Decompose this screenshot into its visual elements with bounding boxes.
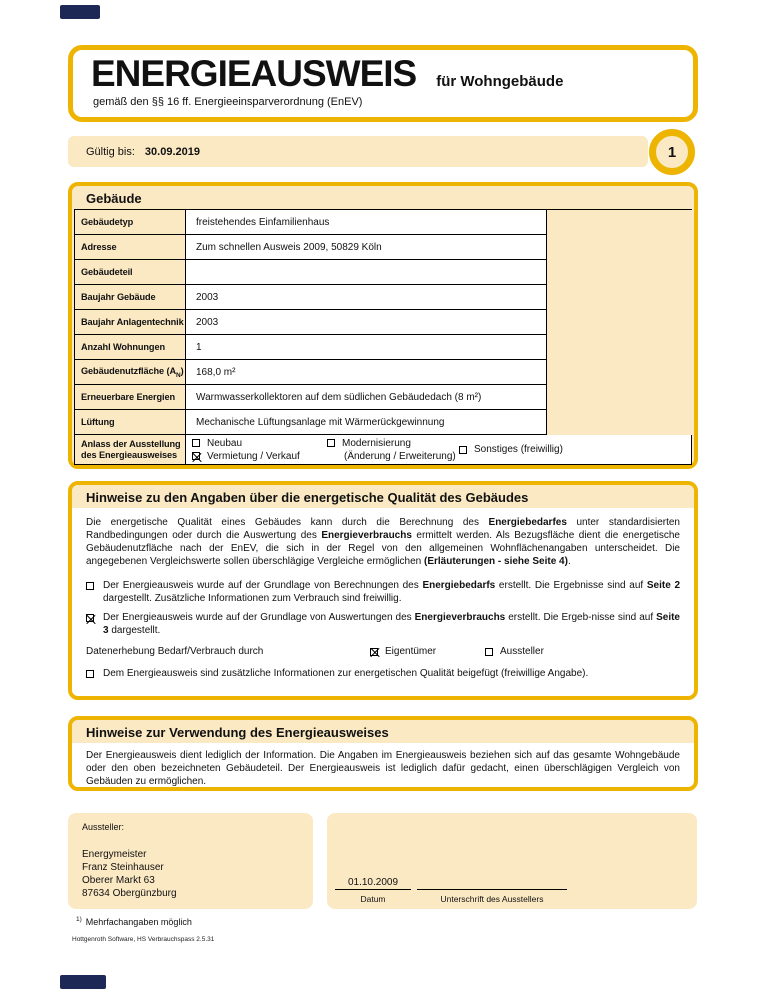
table-row — [74, 385, 692, 410]
building-section — [68, 182, 698, 469]
checkbox-modernisierung — [327, 439, 335, 447]
row-label-gebaeudetyp: Gebäudetyp — [74, 210, 186, 235]
row-value-gebaeudenutzflaeche: 168,0 m² — [186, 360, 547, 385]
option-sonstiges-label: Sonstiges (freiwillig) — [474, 444, 563, 455]
anlass-column-2 — [327, 438, 459, 462]
usage-notes-section — [68, 716, 698, 791]
table-row-anlass — [74, 435, 692, 465]
date-caption: Datum — [360, 894, 386, 904]
table-row — [74, 360, 692, 385]
document-header — [68, 45, 698, 122]
building-table — [74, 209, 692, 465]
row-value-adresse: Zum schnellen Ausweis 2009, 50829 Köln — [186, 235, 547, 260]
table-row — [74, 310, 692, 335]
table-row — [74, 235, 692, 260]
row-label-erneuerbare-energien: Erneuerbare Energien — [74, 385, 186, 410]
table-row — [74, 210, 692, 235]
document-subtitle: gemäß den §§ 16 ff. Energieeinsparverordnung (EnEV) — [93, 96, 363, 108]
row-label-baujahr-gebaeude: Baujahr Gebäude — [74, 285, 186, 310]
software-credit: Hottgenroth Software, HS Verbrauchspass 2.5.31 — [72, 936, 215, 943]
row-value-baujahr-gebaeude: 2003 — [186, 285, 547, 310]
usage-notes-title: Hinweise zur Verwendung des Energieausweises — [72, 720, 694, 743]
option-neubau-label: Neubau — [207, 437, 243, 449]
validity-date: 30.09.2019 — [144, 145, 200, 158]
checkbox-sonstiges — [459, 446, 467, 454]
issuer-address — [82, 848, 299, 900]
checkbox-neubau — [192, 439, 200, 447]
verbrauchs-checkbox-text: Der Energieausweis wurde auf der Grundlage von Auswertungen des Energieverbrauchs erstellt. Die Ergeb-nisse sind auf Seite 3 dargestellt. — [103, 612, 680, 636]
footnote-marker: 1) — [76, 916, 82, 923]
data-collection-label: Datenerhebung Bedarf/Verbrauch durch — [86, 646, 264, 657]
footnote — [76, 916, 192, 927]
signature-caption: Unterschrift des Ausstellers — [440, 894, 544, 904]
checkbox-energiebedarf — [86, 582, 94, 590]
extra-info-checkbox-row — [86, 667, 680, 682]
row-value-gebaeudeteil — [186, 260, 547, 285]
checkbox-vermietung-verkauf — [192, 452, 200, 460]
signature-box — [327, 813, 697, 909]
title-row — [91, 53, 693, 95]
option-modernisierung-sublabel: (Änderung / Erweiterung) — [344, 450, 456, 462]
issuer-label: Aussteller: — [82, 822, 125, 832]
usage-notes-body — [72, 743, 694, 788]
row-value-erneuerbare-energien: Warmwasserkollektoren auf dem südlichen Gebäudedach (8 m²) — [186, 385, 547, 410]
anlass-column-1 — [192, 438, 327, 462]
checkbox-extra-info — [86, 670, 94, 678]
date-signature-line — [335, 889, 411, 890]
crop-mark-top — [60, 5, 100, 19]
issuer-person: Franz Steinhauser — [82, 862, 164, 873]
quality-intro-paragraph: Die energetische Qualität eines Gebäudes kann durch die Berechnung des Energiebedarfes unter standardisierten Randbedingungen oder durch die Auswertung des Energieverbrauchs ermittelt werden. Als Bezugsfläche dient die energetische Gebäudenutzfläche nach der EnEV, die sich in der Regel von den allgemeinen Wohnflächenangaben unterscheidet. Die angegebenen Vergleichswerte sollen überschlägige Vergleiche ermöglichen (Erläuterungen - siehe Seite 4). — [86, 517, 680, 567]
validity-bar — [68, 136, 648, 167]
quality-notes-body — [72, 508, 694, 682]
page-number: 1 — [667, 143, 677, 161]
building-section-title: Gebäude — [86, 191, 142, 206]
bedarfs-checkbox-text: Der Energieausweis wurde auf der Grundlage von Berechnungen des Energiebedarfs erstellt. Die Ergebnisse sind auf Seite 2 dargestellt. Zusätzliche Informationen zum Verbrauch sind freiwillig. — [103, 580, 681, 604]
row-label-gebaeudeteil: Gebäudeteil — [74, 260, 186, 285]
option-aussteller-label: Aussteller — [500, 646, 544, 657]
table-row — [74, 285, 692, 310]
validity-label: Gültig bis: — [86, 145, 135, 158]
verbrauchs-checkbox-row — [86, 611, 680, 637]
row-label-gebaeudenutzflaeche: Gebäudenutzfläche $(A_N)$ — [74, 360, 186, 385]
data-collection-row — [86, 645, 680, 658]
row-label-anlass: Anlass der Ausstellung des Energieausweises — [74, 435, 186, 465]
usage-notes-paragraph: Der Energieausweis dient lediglich der Information. Die Angaben im Energieausweis beziehen sich auf das gesamte Wohngebäude oder den oben bezeichneten Gebäudeteil. Der Energieausweis ist lediglich dafür gedacht, einen überschlägigen Vergleich von Gebäuden zu ermöglichen. — [86, 750, 680, 787]
option-sonstiges — [459, 444, 691, 455]
row-value-lueftung: Mechanische Lüftungsanlage mit Wärmerückgewinnung — [186, 410, 547, 435]
option-eigentuemer — [370, 645, 436, 658]
document-title: ENERGIEAUSWEIS — [91, 53, 417, 94]
option-modernisierung-sub — [327, 451, 459, 462]
footnote-text: Mehrfachangaben möglich — [85, 917, 192, 927]
quality-notes-section — [68, 481, 698, 700]
row-value-baujahr-anlagentechnik: 2003 — [186, 310, 547, 335]
page-number-badge — [649, 129, 695, 175]
issuer-name: Energymeister — [82, 849, 147, 860]
row-value-anlass — [186, 435, 692, 465]
issuer-signature-line — [417, 889, 567, 890]
option-modernisierung — [327, 438, 459, 449]
issuer-street: Oberer Markt 63 — [82, 875, 155, 886]
checkbox-aussteller — [485, 648, 493, 656]
issue-date: 01.10.2009 — [347, 877, 399, 888]
document-title-suffix: für Wohngebäude — [436, 73, 564, 90]
option-vermietung-verkauf — [192, 451, 327, 462]
table-row — [74, 335, 692, 360]
row-label-baujahr-anlagentechnik: Baujahr Anlagentechnik — [74, 310, 186, 335]
row-value-anzahl-wohnungen: 1 — [186, 335, 547, 360]
option-eigentuemer-label: Eigentümer — [385, 646, 437, 657]
checkbox-eigentuemer — [370, 648, 378, 656]
checkbox-energieverbrauch — [86, 614, 94, 622]
extra-info-text: Dem Energieausweis sind zusätzliche Informationen zur energetischen Qualität beigefügt (freiwillige Angabe). — [103, 668, 589, 679]
bedarfs-checkbox-row — [86, 579, 680, 605]
option-modernisierung-label: Modernisierung — [342, 437, 411, 449]
quality-notes-title: Hinweise zu den Angaben über die energetische Qualität des Gebäudes — [72, 485, 694, 508]
row-label-anzahl-wohnungen: Anzahl Wohnungen — [74, 335, 186, 360]
row-label-adresse: Adresse — [74, 235, 186, 260]
option-vermietung-verkauf-label: Vermietung / Verkauf — [207, 450, 300, 462]
crop-mark-bottom — [60, 975, 106, 989]
table-row — [74, 260, 692, 285]
table-row — [74, 410, 692, 435]
issuer-box — [68, 813, 313, 909]
issuer-city: 87634 Obergünzburg — [82, 888, 177, 899]
anlass-column-3 — [459, 444, 691, 455]
option-aussteller — [485, 645, 544, 658]
row-label-lueftung: Lüftung — [74, 410, 186, 435]
option-neubau — [192, 438, 327, 449]
row-value-gebaeudetyp: freistehendes Einfamilienhaus — [186, 210, 547, 235]
